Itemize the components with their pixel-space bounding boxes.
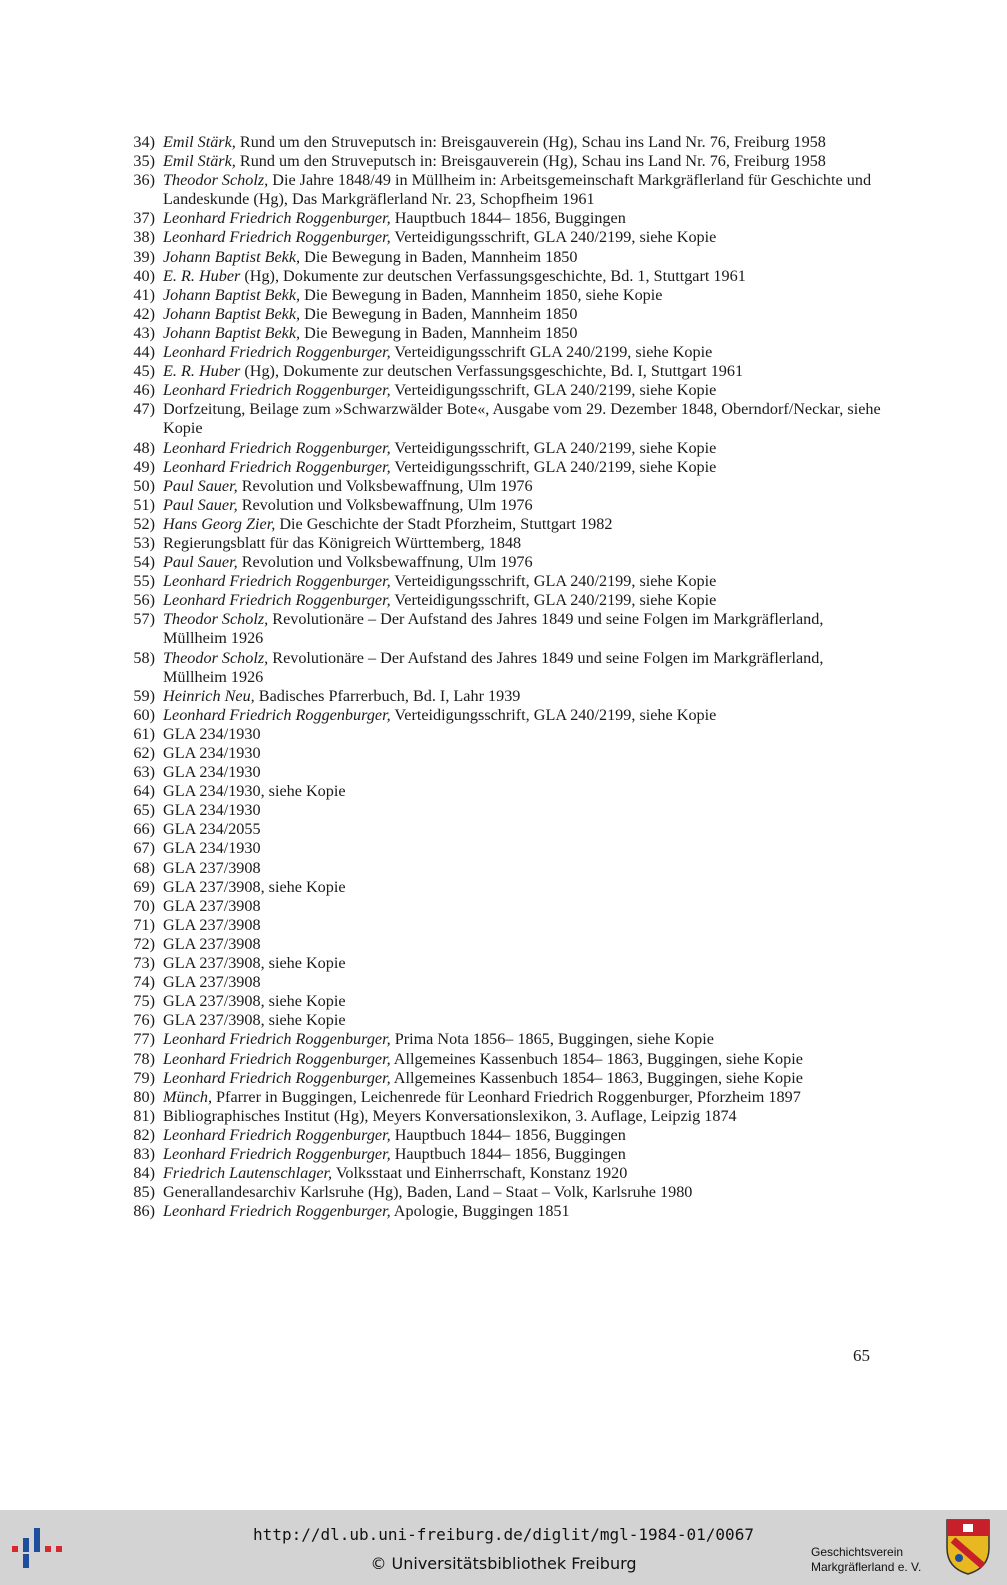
endnote-item [118,916,888,935]
endnote-text [163,439,888,458]
endnote-number: 37) [133,209,155,228]
endnote-citation: Apologie, Buggingen 1851 [390,1202,570,1221]
endnote-text [163,878,888,897]
endnote-number: 85) [133,1183,155,1202]
endnote-author: Emil Stärk, [163,152,236,171]
endnote-number: 34) [133,133,155,151]
endnote-number: 38) [133,228,155,247]
endnote-item [118,553,888,572]
endnote-number: 45) [133,362,155,381]
endnote-text [163,133,888,152]
endnote-text [163,1107,888,1126]
endnote-author: Friedrich Lautenschlager, [163,1164,333,1183]
endnote-citation: Verteidigungsschrift, GLA 240/2199, siehe Kopie [390,438,717,457]
endnote-text [163,839,888,858]
endnote-item [118,458,888,477]
endnote-item [118,782,888,801]
endnote-number: 67) [133,839,155,858]
endnote-text [163,916,888,935]
endnote-number: 84) [133,1164,155,1183]
endnote-item [118,687,888,706]
endnote-text [163,897,888,916]
endnote-number: 47) [133,400,155,419]
endnote-text [163,152,888,171]
endnote-number: 59) [133,686,155,705]
endnote-text [163,209,888,228]
society-name [811,1545,941,1575]
endnote-author: Theodor Scholz, [163,171,269,190]
endnote-text [163,1069,888,1088]
endnote-text [163,572,888,591]
endnote-number: 49) [133,457,155,476]
endnote-citation: GLA 234/1930 [163,801,261,820]
endnote-text [163,343,888,362]
endnote-number: 82) [133,1125,155,1144]
endnote-item [118,744,888,763]
endnote-citation: GLA 237/3908, siehe Kopie [163,954,346,973]
endnote-text [163,744,888,763]
endnote-number: 62) [133,744,155,762]
endnote-author: Leonhard Friedrich Roggenburger, [163,1068,391,1087]
endnote-number: 57) [133,610,155,629]
endnote-number: 52) [133,514,155,533]
page-number: 65 [853,1346,870,1365]
endnote-citation: GLA 234/2055 [163,820,261,839]
endnote-citation: GLA 237/3908 [163,858,261,877]
endnote-number: 81) [133,1106,155,1125]
endnote-text [163,1202,888,1221]
endnote-text [163,1011,888,1030]
endnote-item [118,1145,888,1164]
endnote-number: 71) [133,915,155,934]
endnote-author: Leonhard Friedrich Roggenburger, [163,381,391,400]
endnote-number: 51) [133,495,155,514]
endnote-citation: GLA 237/3908 [163,915,261,934]
endnote-author: Johann Baptist Bekk, [163,247,301,266]
endnote-item [118,152,888,171]
endnote-text [163,1126,888,1145]
source-url-link[interactable]: http://dl.ub.uni-freiburg.de/diglit/mgl-1984-01/0067 [253,1525,754,1544]
endnote-item [118,897,888,916]
endnote-number: 69) [133,877,155,896]
endnote-author: Leonhard Friedrich Roggenburger, [163,591,391,610]
endnote-item [118,839,888,858]
endnote-text [163,324,888,343]
endnote-author: Leonhard Friedrich Roggenburger, [163,572,391,591]
endnote-citation: GLA 234/1930 [163,744,261,762]
endnote-item [118,477,888,496]
endnote-author: Paul Sauer, [163,553,238,572]
endnote-author: Paul Sauer, [163,476,238,495]
endnote-citation: Hauptbuch 1844– 1856, Buggingen [390,1125,626,1144]
endnote-citation: GLA 237/3908 [163,973,261,992]
endnote-number: 80) [133,1087,155,1106]
endnote-text [163,649,888,687]
endnote-citation: GLA 234/1930 [163,724,261,743]
endnote-citation: Pfarrer in Buggingen, Leichenrede für Leonhard Friedrich Roggenburger, Pforzheim 1897 [212,1087,801,1106]
society-name-line1: Geschichtsverein [811,1545,904,1559]
endnote-citation: Verteidigungsschrift, GLA 240/2199, siehe Kopie [390,705,717,724]
endnote-citation: GLA 237/3908, siehe Kopie [163,1011,346,1030]
endnote-text [163,935,888,954]
endnote-author: Theodor Scholz, [163,610,269,629]
endnote-text [163,1164,888,1183]
endnote-item [118,992,888,1011]
endnote-item [118,171,888,209]
endnote-text [163,477,888,496]
endnote-number: 74) [133,973,155,992]
endnote-number: 39) [133,247,155,266]
endnote-item [118,801,888,820]
endnote-text [163,267,888,286]
endnote-citation: Die Bewegung in Baden, Mannheim 1850 [300,247,578,266]
endnote-number: 79) [133,1068,155,1087]
endnote-number: 40) [133,266,155,285]
endnote-number: 86) [133,1202,155,1221]
endnote-number: 56) [133,591,155,610]
endnote-item [118,763,888,782]
endnote-author: Emil Stärk, [163,133,236,151]
endnote-citation: Verteidigungsschrift, GLA 240/2199, siehe Kopie [390,572,717,591]
endnote-citation: GLA 237/3908, siehe Kopie [163,877,346,896]
endnote-author: Münch, [163,1087,212,1106]
endnote-citation: Generallandesarchiv Karlsruhe (Hg), Baden, Land – Staat – Volk, Karlsruhe 1980 [163,1183,693,1202]
endnote-number: 68) [133,858,155,877]
endnote-citation: Volksstaat und Einherrschaft, Konstanz 1920 [332,1164,628,1183]
endnote-citation: Dorfzeitung, Beilage zum »Schwarzwälder Bote«, Ausgabe vom 29. Dezember 1848, Oberndorf/Neckar, siehe Kopie [163,400,881,438]
endnote-citation: Regierungsblatt für das Königreich Württemberg, 1848 [163,533,522,552]
endnote-item [118,515,888,534]
endnote-item [118,133,888,152]
endnote-citation: Revolutionäre – Der Aufstand des Jahres 1849 und seine Folgen im Markgräflerland, Müllheim 1926 [163,648,824,686]
endnote-number: 48) [133,438,155,457]
endnote-number: 54) [133,553,155,572]
endnote-text [163,725,888,744]
endnote-number: 72) [133,934,155,953]
endnote-citation: GLA 234/1930 [163,839,261,858]
endnote-author: Leonhard Friedrich Roggenburger, [163,1202,391,1221]
endnote-citation: Verteidigungsschrift, GLA 240/2199, siehe Kopie [390,228,717,247]
endnote-citation: Die Bewegung in Baden, Mannheim 1850 [300,304,578,323]
endnote-text [163,1030,888,1049]
endnote-citation: Rund um den Struveputsch in: Breisgauverein (Hg), Schau ins Land Nr. 76, Freiburg 1958 [235,133,826,151]
endnote-text [163,782,888,801]
endnote-item [118,400,888,438]
endnote-citation: Prima Nota 1856– 1865, Buggingen, siehe Kopie [390,1030,714,1049]
endnote-author: E. R. Huber [163,266,241,285]
endnote-text [163,687,888,706]
endnote-item [118,1107,888,1126]
endnote-text [163,362,888,381]
endnote-number: 64) [133,782,155,801]
endnote-citation: Verteidigungsschrift, GLA 240/2199, siehe Kopie [390,457,717,476]
endnote-item [118,1164,888,1183]
society-name-line2: Markgräflerland e. V. [811,1560,922,1574]
endnote-number: 43) [133,323,155,342]
endnote-number: 60) [133,705,155,724]
endnote-item [118,820,888,839]
endnote-number: 35) [133,152,155,171]
endnote-number: 42) [133,304,155,323]
endnote-citation: Die Jahre 1848/49 in Müllheim in: Arbeitsgemeinschaft Markgräflerland für Geschichte und Landeskunde (Hg), Das Markgräflerland Nr. 23, Schopfheim 1961 [163,171,872,209]
endnote-item [118,267,888,286]
endnote-text [163,381,888,400]
endnote-text [163,706,888,725]
endnote-item [118,362,888,381]
endnote-item [118,954,888,973]
endnote-text [163,820,888,839]
endnote-number: 70) [133,896,155,915]
endnote-number: 73) [133,954,155,973]
endnote-number: 75) [133,992,155,1011]
endnote-text [163,171,888,209]
endnote-text [163,496,888,515]
endnote-citation: Verteidigungsschrift, GLA 240/2199, siehe Kopie [390,381,717,400]
endnote-text [163,248,888,267]
endnote-item [118,1011,888,1030]
endnote-text [163,801,888,820]
endnote-text [163,610,888,648]
endnote-citation: Allgemeines Kassenbuch 1854– 1863, Buggingen, siehe Kopie [390,1049,803,1068]
endnote-item [118,1069,888,1088]
endnote-item [118,859,888,878]
endnote-author: Leonhard Friedrich Roggenburger, [163,228,391,247]
endnote-item [118,1183,888,1202]
endnote-text [163,591,888,610]
endnote-citation: GLA 237/3908, siehe Kopie [163,992,346,1011]
endnote-item [118,649,888,687]
endnote-author: Hans Georg Zier, [163,514,276,533]
endnote-text [163,228,888,247]
endnote-text [163,973,888,992]
endnote-citation: Hauptbuch 1844– 1856, Buggingen [390,209,626,228]
endnote-author: Leonhard Friedrich Roggenburger, [163,1030,391,1049]
endnote-number: 53) [133,533,155,552]
endnote-item [118,1088,888,1107]
endnote-item [118,381,888,400]
endnote-item [118,1030,888,1049]
endnote-citation: Rund um den Struveputsch in: Breisgauverein (Hg), Schau ins Land Nr. 76, Freiburg 1958 [235,152,826,171]
endnote-number: 63) [133,763,155,782]
endnote-citation: Revolution und Volksbewaffnung, Ulm 1976 [237,553,533,572]
endnote-author: Theodor Scholz, [163,648,269,667]
endnote-number: 36) [133,171,155,190]
endnote-citation: Revolution und Volksbewaffnung, Ulm 1976 [237,495,533,514]
endnotes-list [118,133,888,1221]
endnote-author: E. R. Huber [163,362,241,381]
endnote-author: Leonhard Friedrich Roggenburger, [163,1125,391,1144]
endnote-number: 83) [133,1144,155,1163]
endnote-author: Paul Sauer, [163,495,238,514]
endnote-author: Heinrich Neu, [163,686,255,705]
endnote-text [163,1183,888,1202]
endnote-item [118,248,888,267]
endnote-citation: Revolution und Volksbewaffnung, Ulm 1976 [237,476,533,495]
endnote-citation: Die Geschichte der Stadt Pforzheim, Stuttgart 1982 [275,514,613,533]
endnote-citation: (Hg), Dokumente zur deutschen Verfassungsgeschichte, Bd. 1, Stuttgart 1961 [240,266,746,285]
endnote-number: 41) [133,285,155,304]
endnote-citation: (Hg), Dokumente zur deutschen Verfassungsgeschichte, Bd. I, Stuttgart 1961 [240,362,744,381]
endnote-citation: Badisches Pfarrerbuch, Bd. I, Lahr 1939 [254,686,521,705]
endnote-number: 55) [133,572,155,591]
endnote-text [163,305,888,324]
endnote-author: Leonhard Friedrich Roggenburger, [163,438,391,457]
endnote-citation: GLA 237/3908 [163,896,261,915]
endnote-item [118,343,888,362]
endnote-number: 65) [133,801,155,820]
endnote-author: Leonhard Friedrich Roggenburger, [163,457,391,476]
endnote-text [163,1050,888,1069]
endnote-citation: Die Bewegung in Baden, Mannheim 1850, siehe Kopie [300,285,663,304]
endnote-number: 61) [133,724,155,743]
endnote-number: 77) [133,1030,155,1049]
endnote-text [163,1088,888,1107]
endnote-item [118,1126,888,1145]
endnote-text [163,992,888,1011]
endnote-item [118,973,888,992]
endnote-author: Leonhard Friedrich Roggenburger, [163,705,391,724]
endnote-number: 44) [133,343,155,362]
endnote-item [118,706,888,725]
endnote-citation: Verteidigungsschrift, GLA 240/2199, siehe Kopie [390,591,717,610]
endnote-item [118,209,888,228]
endnote-item [118,534,888,553]
endnote-number: 78) [133,1049,155,1068]
coat-of-arms-icon [945,1518,991,1576]
endnote-author: Leonhard Friedrich Roggenburger, [163,1049,391,1068]
endnote-number: 46) [133,381,155,400]
endnote-citation: GLA 237/3908 [163,934,261,953]
endnote-item [118,305,888,324]
endnote-citation: Hauptbuch 1844– 1856, Buggingen [390,1144,626,1163]
endnote-text [163,553,888,572]
endnote-citation: Verteidigungsschrift GLA 240/2199, siehe Kopie [390,343,713,362]
footer-bar [0,1510,1007,1585]
endnote-item [118,439,888,458]
endnote-author: Leonhard Friedrich Roggenburger, [163,1144,391,1163]
endnote-item [118,935,888,954]
endnote-author: Leonhard Friedrich Roggenburger, [163,343,391,362]
endnote-text [163,400,888,438]
endnote-citation: GLA 234/1930 [163,763,261,782]
endnote-citation: Die Bewegung in Baden, Mannheim 1850 [300,323,578,342]
endnote-item [118,572,888,591]
endnote-item [118,228,888,247]
endnote-text [163,859,888,878]
endnote-item [118,324,888,343]
endnote-author: Johann Baptist Bekk, [163,304,301,323]
endnote-text [163,286,888,305]
endnote-item [118,591,888,610]
endnote-item [118,878,888,897]
endnote-item [118,1050,888,1069]
endnote-author: Johann Baptist Bekk, [163,323,301,342]
endnote-text [163,515,888,534]
endnote-item [118,725,888,744]
endnote-item [118,1202,888,1221]
endnote-text [163,534,888,553]
endnote-text [163,1145,888,1164]
endnote-item [118,610,888,648]
endnote-citation: Bibliographisches Institut (Hg), Meyers Konversationslexikon, 3. Auflage, Leipzig 1874 [163,1106,737,1125]
endnote-author: Leonhard Friedrich Roggenburger, [163,209,391,228]
endnote-item [118,496,888,515]
endnote-number: 66) [133,820,155,839]
endnote-number: 58) [133,648,155,667]
endnote-number: 76) [133,1011,155,1030]
copyright-text: © Universitätsbibliothek Freiburg [370,1554,637,1573]
endnote-text [163,458,888,477]
endnote-citation: GLA 234/1930, siehe Kopie [163,782,346,801]
endnote-author: Johann Baptist Bekk, [163,285,301,304]
endnote-item [118,286,888,305]
endnote-number: 50) [133,476,155,495]
endnote-text [163,763,888,782]
endnote-citation: Revolutionäre – Der Aufstand des Jahres 1849 und seine Folgen im Markgräflerland, Müllheim 1926 [163,610,824,648]
endnote-citation: Allgemeines Kassenbuch 1854– 1863, Buggingen, siehe Kopie [390,1068,803,1087]
endnote-text [163,954,888,973]
